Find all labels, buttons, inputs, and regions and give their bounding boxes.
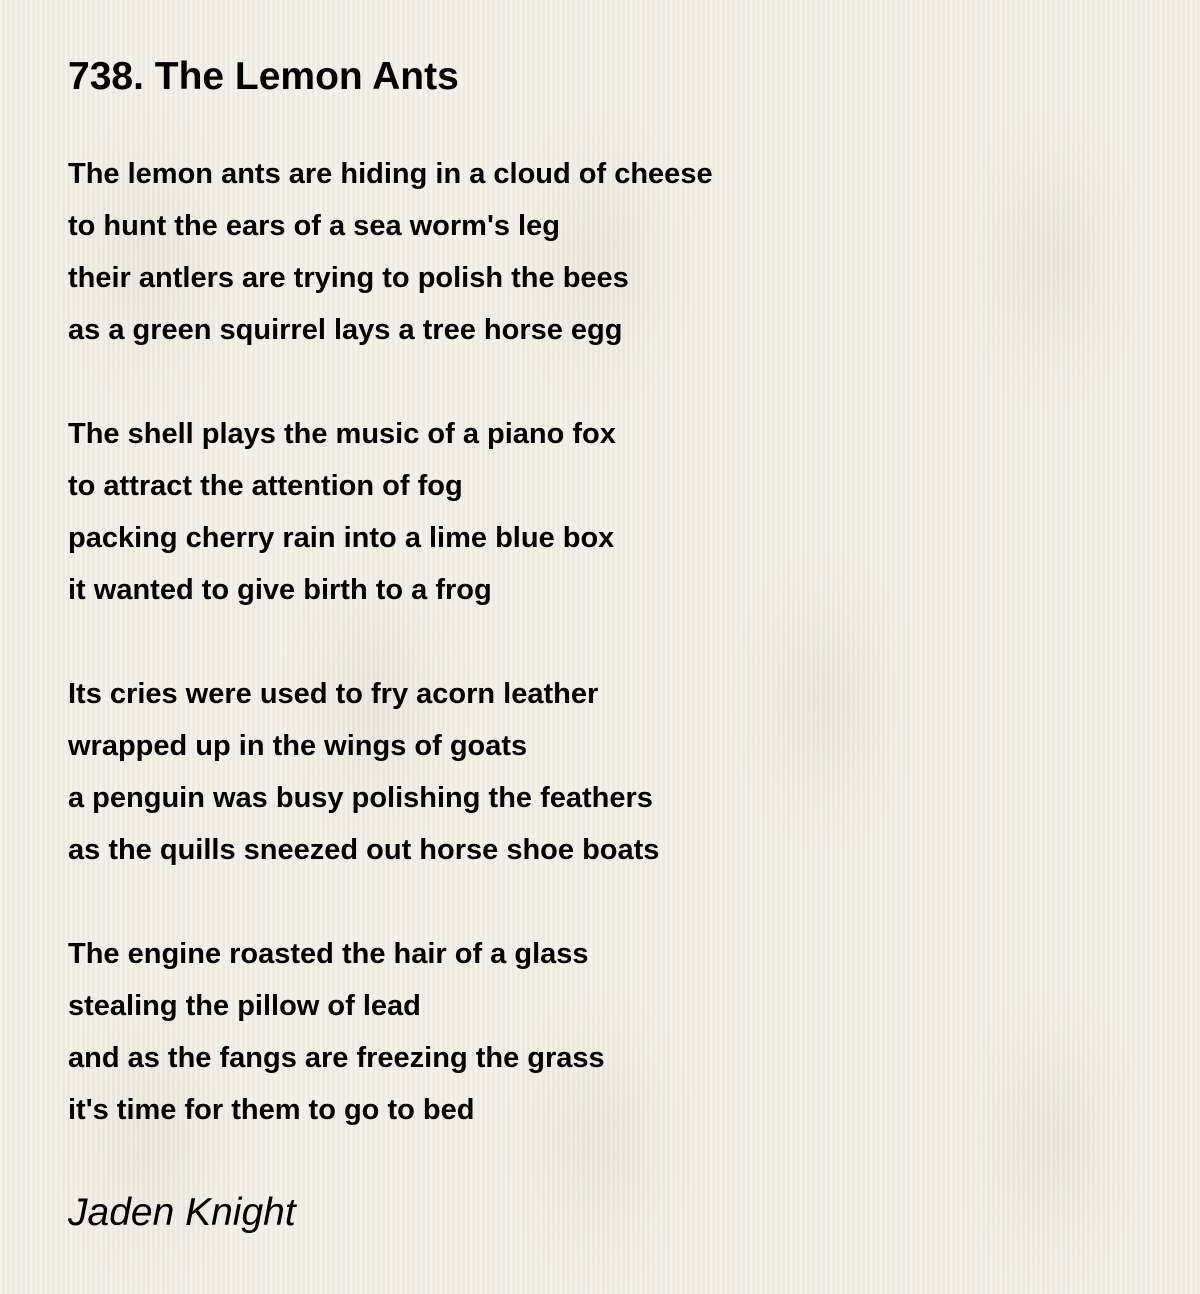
poem-line: to attract the attention of fog	[68, 470, 463, 502]
poem-line: The engine roasted the hair of a glass	[68, 938, 589, 970]
poem-line: The shell plays the music of a piano fox	[68, 418, 616, 450]
poem-line: The lemon ants are hiding in a cloud of cheese	[68, 158, 713, 190]
poem-line: as a green squirrel lays a tree horse egg	[68, 314, 623, 346]
poem-line: it's time for them to go to bed	[68, 1094, 475, 1126]
poem-line: and as the fangs are freezing the grass	[68, 1042, 605, 1074]
stanza-3	[68, 668, 1148, 876]
poem-author: Jaden Knight	[68, 1191, 296, 1234]
poem-line: stealing the pillow of lead	[68, 990, 421, 1022]
poem-line: wrapped up in the wings of goats	[68, 730, 528, 762]
poem-line: it wanted to give birth to a frog	[68, 574, 492, 606]
stanza-2	[68, 408, 1148, 616]
poem-body	[68, 148, 1148, 1136]
poem-title: 738. The Lemon Ants	[68, 55, 459, 98]
poem-line: as the quills sneezed out horse shoe boats	[68, 834, 660, 866]
stanza-4	[68, 928, 1148, 1136]
poem-line: their antlers are trying to polish the bees	[68, 262, 629, 294]
poem-line: to hunt the ears of a sea worm's leg	[68, 210, 560, 242]
poem-line: a penguin was busy polishing the feathers	[68, 782, 653, 814]
poem-container	[68, 52, 1148, 1238]
poem-line: packing cherry rain into a lime blue box	[68, 522, 615, 554]
poem-line: Its cries were used to fry acorn leather	[68, 678, 599, 710]
stanza-1	[68, 148, 1148, 356]
